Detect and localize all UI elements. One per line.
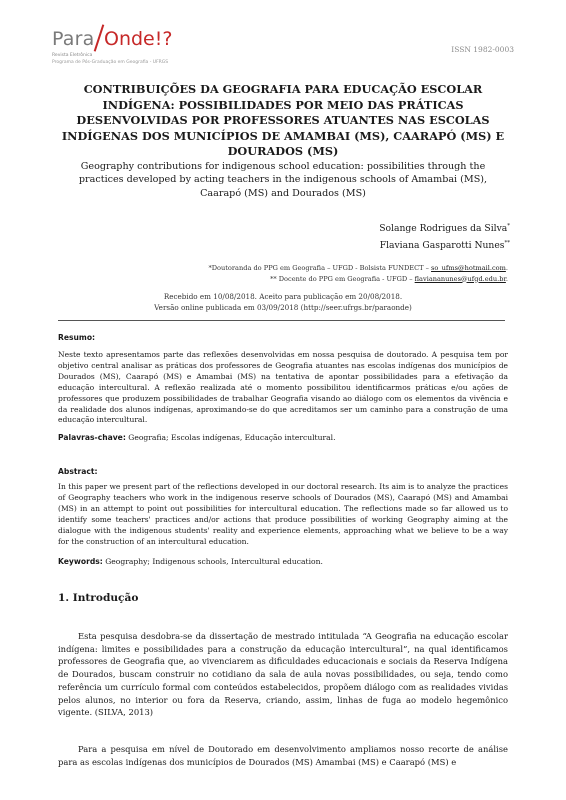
issn-label: ISSN 1982-0003 — [451, 45, 514, 54]
abstract-heading: Abstract: — [58, 467, 98, 476]
author-1-mark: * — [507, 223, 510, 229]
affiliation-2-text: ** Docente do PPG em Geografia - UFGD – — [270, 274, 415, 283]
logo-program: Programa de Pós-Graduação em Geografia - UFRGS — [52, 60, 169, 65]
logo-onde-text: Onde!? — [104, 28, 173, 50]
author-list — [379, 219, 510, 253]
intro-paragraph-1: Esta pesquisa desdobra-se da dissertação de mestrado intitulada “A Geografia na educação escolar indígena: limites e possibilidades para a construção da educação intercultural”, na qual identificamos professores de Geografia que, ao vivenciarem as dificuldades educacionais e sociais da Reserva Indígena de Dourados, buscam construir no cotidiano da sala de aula novas possibilidades, ou seja, tendo como referência um currículo formal com conteúdos estabelecidos, propõem diálogo com as realidades vividas pelos alunos, no interior ou fora da Reserva, criando, assim, linhas de fuga ao modelo hegemônico vigente. (SILVA, 2013) — [58, 631, 508, 718]
article-title-pt: CONTRIBUIÇÕES DA GEOGRAFIA PARA EDUCAÇÃO ESCOLAR INDÍGENA: POSSIBILIDADES POR MEIO DAS PRÁTICAS DESENVOLVIDAS POR PROFESSORES ATUANTES NAS ESCOLAS INDÍGENAS DOS MUNICÍPIOS DE AMAMBAI (MS), CAARAPÓ (MS) E DOURADOS (MS) — [61, 82, 505, 159]
logo-para-text: Para — [52, 28, 95, 50]
keywords — [58, 557, 508, 566]
intro-paragraph-2: Para a pesquisa em nível de Doutorado em desenvolvimento ampliamos nosso recorte de análise para as escolas indígenas dos municípios de Dourados (MS) Amambai (MS) e Caarapó (MS) e — [58, 744, 508, 767]
publication-dates — [58, 292, 508, 314]
online-version-line: Versão online publicada em 03/09/2018 (http://seer.ufrgs.br/paraonde) — [154, 302, 412, 312]
affiliation-1: *Doutoranda do PPG em Geografia – UFGD - Bolsista FUNDECT – so_ufms@hotmail.com. — [208, 264, 508, 272]
author-2 — [379, 236, 510, 253]
author-1-email-link[interactable]: so_ufms@hotmail.com — [431, 264, 506, 272]
affiliation-2: ** Docente do PPG em Geografia - UFGD – flaviananunes@ufgd.edu.br. — [270, 274, 508, 283]
author-2-name: Flaviana Gasparotti Nunes — [379, 240, 505, 252]
author-1-name: Solange Rodrigues da Silva — [379, 223, 508, 235]
affiliation-1-text: *Doutoranda do PPG em Geografia – UFGD - Bolsista FUNDECT – — [208, 264, 432, 272]
section-heading-introducao: 1. Introdução — [58, 592, 139, 604]
logo-subtitle: Revista Eletrônica — [52, 53, 93, 58]
author-2-email-link[interactable]: flaviananunes@ufgd.edu.br — [414, 274, 506, 283]
resumo-text: Neste texto apresentamos parte das reflexões desenvolvidas em nossa pesquisa de doutorado. A pesquisa tem por objetivo central analisar as práticas dos professores de Geografia atuantes nas escolas indígenas dos municípios de Dourados (MS), Caarapó (MS) e Amambai (MS) na tentativa de apontar possibilidades para a efetivação da educação intercultural. A reflexão realizada até o momento possibilitou identificarmos práticas e/ou ações de professores que produzem possibilidades de trabalhar Geografia visando ao diálogo com os elementos da vivência e da realidade dos alunos indígenas, aproximando-se do que acreditamos ser um caminho para a construção de uma educação intercultural. — [58, 350, 508, 425]
divider — [58, 320, 505, 321]
keywords-text: Geography; Indigenous schools, Intercultural education. — [102, 557, 323, 566]
palavras-chave — [58, 433, 508, 442]
journal-logo[interactable] — [52, 24, 222, 70]
palavras-chave-label: Palavras-chave: — [58, 433, 126, 442]
palavras-chave-text: Geografia; Escolas indígenas, Educação intercultural. — [125, 433, 336, 442]
logo-slash-mark — [94, 24, 105, 51]
author-1 — [379, 219, 510, 236]
article-title-en: Geography contributions for indigenous school education: possibilities through the practices developed by acting teachers in the indigenous schools of Amambai (MS), Caarapó (MS) and Dourados (MS) — [78, 161, 488, 199]
keywords-label: Keywords: — [58, 557, 103, 566]
affiliations — [208, 263, 508, 284]
received-accepted-line: Recebido em 10/08/2018. Aceito para publicação em 20/08/2018. — [163, 292, 403, 301]
author-2-mark: ** — [504, 240, 510, 247]
resumo-heading: Resumo: — [58, 333, 96, 342]
abstract-text: In this paper we present part of the reflections developed in our doctoral research. Its aim is to analyze the practices of Geography teachers who work in the indigenous reserve schools of Dourados (MS), Caarapó (MS) and Amambai (MS) in an attempt to point out possibilities for intercultural education. The reflections made so far allowed us to identify some teachers' practices and/or actions that produce possibilities of working Geography aiming at the dialogue with the indigenous students' reality and experience elements, approaching what we believe to be a way for the construction of an intercultural education. — [58, 482, 508, 546]
